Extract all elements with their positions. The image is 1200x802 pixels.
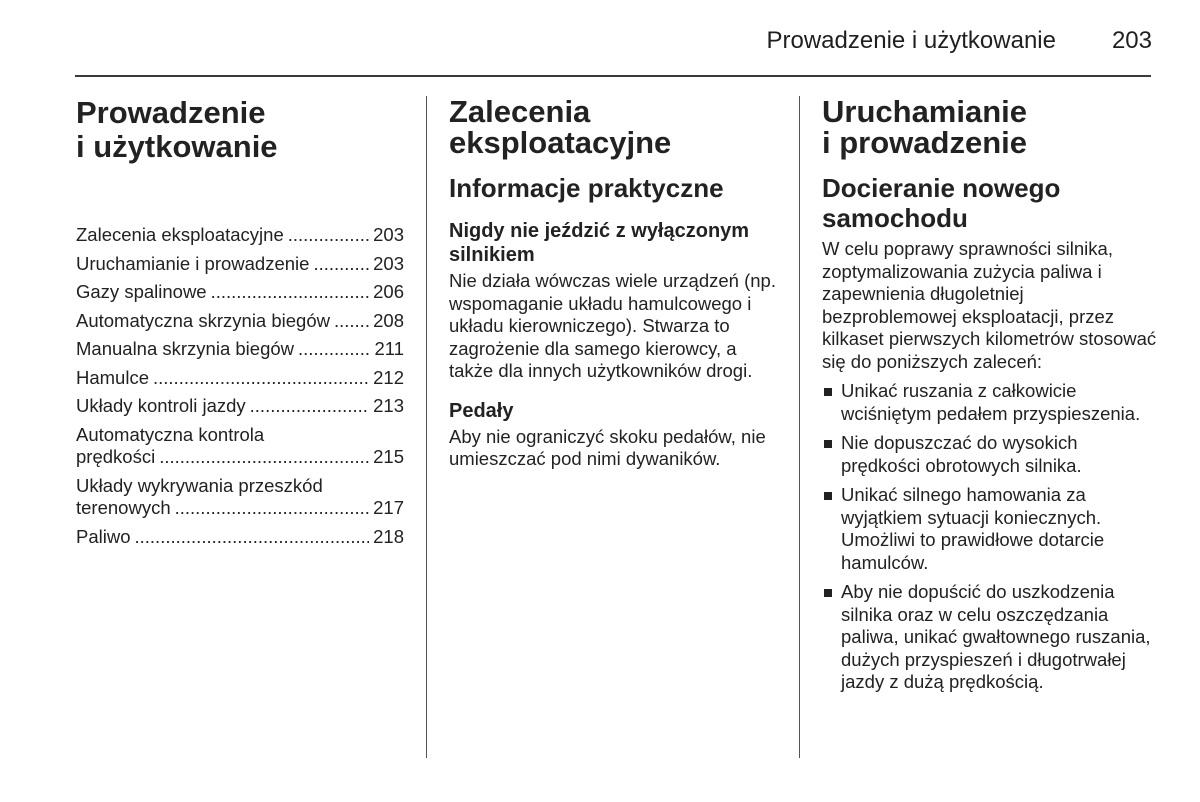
toc-entry[interactable] bbox=[76, 281, 404, 304]
toc-leader bbox=[313, 253, 369, 276]
driving-column bbox=[822, 96, 1157, 701]
toc-leader bbox=[250, 395, 369, 418]
toc-leader bbox=[288, 224, 369, 247]
bullet-square-icon bbox=[824, 440, 832, 448]
toc-entry[interactable] bbox=[76, 224, 404, 247]
paragraph: Nie działa wówczas wiele urządzeń (np. wspomaganie układu hamulcowego i układu kierowniczego). Stwarza to zagrożenie dla samego kierowcy, a także dla innych użytkowników drogi. bbox=[449, 270, 776, 381]
list-item-text: Unikać ruszania z całkowicie wciśniętym pedałem przyspieszenia. bbox=[841, 380, 1141, 424]
list-item-text: Unikać silnego hamowania za wyjątkiem sytuacji koniecznych. Umożliwi to prawidłowe dotarcie hamulców. bbox=[841, 484, 1105, 573]
tips-column bbox=[449, 96, 784, 471]
toc-entry-title: Paliwo bbox=[76, 525, 131, 547]
list-item-text: Aby nie dopuścić do uszkodzenia silnika oraz w celu oszczędzania paliwa, unikać gwałtownego ruszania, dużych przyspieszeń i długotrwałej jazdy z dużą prędkością. bbox=[841, 581, 1151, 692]
toc-entry-page: 218 bbox=[373, 525, 404, 547]
toc-entry[interactable] bbox=[76, 367, 404, 390]
toc-entry-page: 203 bbox=[373, 252, 404, 274]
toc-entry-title: prędkości bbox=[76, 446, 156, 467]
list-item-text: Nie dopuszczać do wysokich prędkości obrotowych silnika. bbox=[841, 432, 1082, 476]
header-divider bbox=[75, 75, 1151, 77]
toc-entry-page: 213 bbox=[373, 395, 404, 416]
table-of-contents bbox=[76, 224, 404, 548]
section-subtitle: Docieranie nowego samochodu bbox=[822, 173, 1061, 233]
section-title: Uruchamianie i prowadzenie bbox=[822, 94, 1028, 160]
toc-entry-title-line1: Układy wykrywania przeszkód bbox=[76, 474, 323, 496]
toc-entry-page: 208 bbox=[373, 309, 404, 331]
list-item bbox=[822, 432, 1157, 477]
chapter-title: Prowadzenie i użytkowanie bbox=[76, 95, 278, 164]
bullet-square-icon bbox=[824, 589, 832, 597]
toc-entry-title-line1: Automatyczna kontrola bbox=[76, 423, 265, 445]
toc-entry[interactable] bbox=[76, 424, 404, 469]
toc-entry-page: 215 bbox=[373, 446, 404, 467]
page-number: 203 bbox=[1111, 27, 1152, 54]
toc-leader bbox=[334, 310, 369, 333]
toc-entry[interactable] bbox=[76, 526, 404, 549]
toc-leader bbox=[175, 497, 370, 520]
toc-entry-page: 217 bbox=[373, 497, 404, 518]
toc-entry[interactable] bbox=[76, 310, 404, 333]
bullet-list bbox=[822, 380, 1157, 694]
toc-entry-title: Hamulce bbox=[76, 366, 149, 388]
paragraph: W celu poprawy sprawności silnika, zoptymalizowania zużycia paliwa i zapewnienia długoletniej bezproblemowej eksploatacji, przez kilkaset pierwszych kilometrów stosować się do poniższych zaleceń: bbox=[822, 238, 1157, 372]
list-item bbox=[822, 380, 1157, 425]
section-subtitle: Informacje praktyczne bbox=[449, 173, 724, 203]
running-header-title: Prowadzenie i użytkowanie bbox=[766, 27, 1056, 54]
subsection-heading: Pedały bbox=[449, 399, 514, 422]
paragraph: Aby nie ograniczyć skoku pedałów, nie umieszczać pod nimi dywaników. bbox=[449, 425, 766, 469]
toc-leader bbox=[153, 367, 369, 390]
toc-entry-title: Manualna skrzynia biegów bbox=[76, 338, 295, 359]
section-title: Zalecenia eksploatacyjne bbox=[449, 94, 672, 160]
toc-entry-page: 211 bbox=[374, 338, 404, 359]
toc-leader bbox=[135, 526, 370, 549]
toc-entry-page: 203 bbox=[373, 224, 404, 245]
toc-entry-title: Automatyczna skrzynia biegów bbox=[76, 309, 330, 331]
toc-entry[interactable] bbox=[76, 338, 404, 361]
bullet-square-icon bbox=[824, 492, 832, 500]
toc-entry[interactable] bbox=[76, 253, 404, 276]
toc-entry[interactable] bbox=[76, 395, 404, 418]
column-divider bbox=[426, 96, 427, 758]
chapter-column bbox=[76, 96, 404, 554]
toc-entry-page: 212 bbox=[373, 366, 404, 388]
subsection-heading: Nigdy nie jeździć z wyłączonym silnikiem bbox=[449, 220, 750, 266]
toc-entry[interactable] bbox=[76, 475, 404, 520]
toc-leader bbox=[159, 446, 369, 469]
toc-entry-page: 206 bbox=[373, 281, 404, 302]
toc-entry-title: Układy kontroli jazdy bbox=[76, 395, 246, 416]
column-divider bbox=[799, 96, 800, 758]
toc-entry-title: Gazy spalinowe bbox=[76, 281, 207, 302]
toc-leader bbox=[298, 338, 370, 361]
list-item bbox=[822, 484, 1157, 574]
toc-entry-title: Uruchamianie i prowadzenie bbox=[76, 252, 310, 274]
toc-entry-title: Zalecenia eksploatacyjne bbox=[76, 224, 284, 245]
list-item bbox=[822, 581, 1157, 694]
toc-entry-title: terenowych bbox=[76, 497, 171, 518]
toc-leader bbox=[211, 281, 370, 304]
bullet-square-icon bbox=[824, 388, 832, 396]
